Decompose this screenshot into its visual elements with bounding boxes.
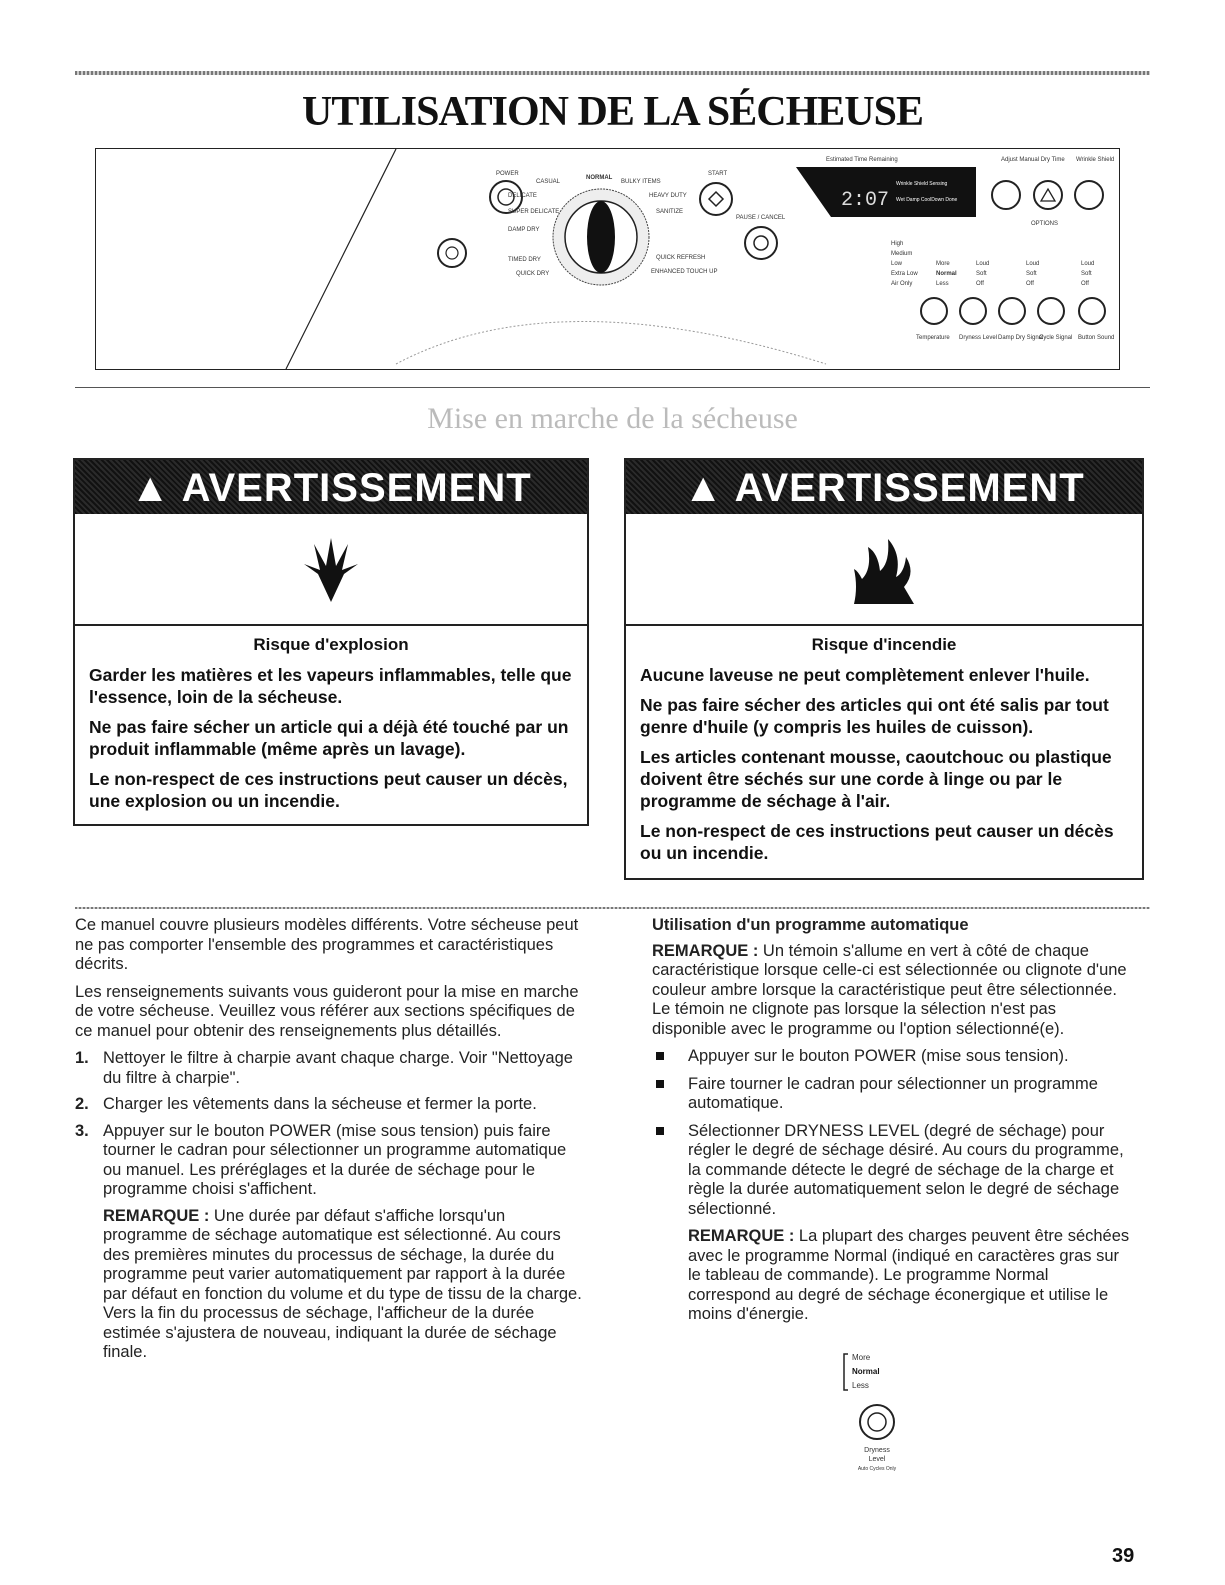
- dryness-level-1: Normal: [936, 271, 957, 277]
- warning-picture: [75, 514, 587, 626]
- options-label: OPTIONS: [1031, 221, 1059, 227]
- warning-paragraph: Le non-respect de ces instructions peut causer un décès ou un incendie.: [640, 821, 1114, 863]
- note-text: Une durée par défaut s'affiche lorsqu'un programme de séchage automatique est sélectionné. Au cours des premières minutes du processus de séchage, la durée du programme peut varier automatiquement par rapport à la durée par défaut en fonction du volume et du type de tissu de la charge. Vers la fin du processus de séchage, l'afficheur de la durée estimée s'ajustera de nouveau, indiquant la durée de séchage finale.: [103, 1206, 582, 1361]
- small-left-button[interactable]: [438, 239, 466, 267]
- warning-picture: [626, 514, 1142, 626]
- intro-paragraph: Ce manuel couvre plusieurs modèles différents. Votre sécheuse peut ne pas comporter l'ensemble des programmes et caractéristiques décrits.: [75, 916, 579, 973]
- bullet-text: Faire tourner le cadran pour sélectionner un programme automatique.: [688, 1074, 1098, 1112]
- dryness-level-drawing: [830, 1350, 930, 1490]
- adjust-time-button[interactable]: [992, 181, 1020, 209]
- step-number: 3.: [75, 1121, 89, 1140]
- list-item: [75, 1049, 585, 1088]
- bottom-button-label-3: Cycle Signal: [1039, 335, 1073, 341]
- list-item: [652, 1122, 1132, 1220]
- warning-paragraph: Ne pas faire sécher un article qui a déjà été touché par un produit inflammable (même après un lavage).: [89, 717, 569, 759]
- display-time: 2:07: [841, 189, 890, 212]
- dial-cycle-8: QUICK REFRESH: [656, 255, 706, 261]
- temp-level-0: High: [891, 241, 904, 247]
- dial-cycle-7: TIMED DRY: [508, 257, 541, 263]
- bullet-text: Appuyer sur le bouton POWER (mise sous tension).: [688, 1047, 1069, 1065]
- warning-paragraph: Aucune laveuse ne peut complètement enlever l'huile.: [640, 665, 1090, 685]
- power-label: POWER: [496, 171, 519, 177]
- hazard-title: Risque d'explosion: [253, 635, 409, 654]
- est-time-label: Estimated Time Remaining: [826, 157, 898, 163]
- step-text: Appuyer sur le bouton POWER (mise sous tension) puis faire tourner le cadran pour sélectionner un programme automatique ou manuel. Les préréglages et la durée de séchage pour le programme choisi s'affichent.: [103, 1121, 567, 1198]
- dryness-caption-1: Dryness: [864, 1447, 890, 1454]
- dial-cycle-9: QUICK DRY: [516, 271, 550, 277]
- auto-cycle-heading: Utilisation d'un programme automatique: [652, 916, 969, 934]
- wrinkle-label: Wrinkle Shield: [1076, 157, 1115, 163]
- note-paragraph: [652, 942, 1132, 1040]
- dryness-level-2: Less: [936, 281, 949, 287]
- page-title: UTILISATION DE LA SÉCHEUSE: [302, 89, 923, 135]
- dial-cycle-5: SANITIZE: [656, 209, 684, 215]
- step-number: 1.: [75, 1049, 89, 1067]
- list-item: [75, 1122, 585, 1200]
- bullet-text: Sélectionner DRYNESS LEVEL (degré de séchage) pour régler le degré de séchage désiré. Au cours du programme, la commande détecte le degré de séchage de la charge et règle la durée automatiquement selon le degré de séchage sélectionné.: [688, 1121, 1124, 1218]
- temp-level-3: Extra Low: [891, 271, 918, 277]
- cycle-level-2: Off: [1026, 281, 1034, 287]
- dryness-option-more: More: [852, 1353, 871, 1362]
- intro-paragraph: Les renseignements suivants vous guideront pour la mise en marche de votre sécheuse. Veuillez vous référer aux sections spécifiques de ce manuel pour obtenir des renseignements plus détaillés.: [75, 982, 579, 1040]
- warning-box-fire: [624, 458, 1144, 880]
- dryness-level-button[interactable]: [960, 298, 986, 324]
- button-sound-button[interactable]: [1079, 298, 1105, 324]
- damp-level-0: Loud: [976, 261, 990, 267]
- dial-cycle-10: ENHANCED TOUCH UP: [651, 269, 718, 275]
- cycle-dial[interactable]: [553, 189, 649, 285]
- warning-paragraph: Ne pas faire sécher des articles qui ont été salis par tout genre d'huile (y compris les huiles de cuisson).: [640, 695, 1109, 737]
- control-panel-illustration: [95, 148, 1120, 370]
- dial-cycle-6: DAMP DRY: [508, 227, 540, 233]
- left-column: [75, 916, 585, 1371]
- temperature-button[interactable]: [921, 298, 947, 324]
- top-rule: [75, 71, 1150, 75]
- dial-cycle-0: CASUAL: [536, 179, 561, 185]
- dial-cycle-2: DELICATE: [508, 193, 537, 199]
- right-column: [652, 916, 1132, 1333]
- warning-paragraph: Les articles contenant mousse, caoutchouc ou plastique doivent être séchés sur une corde à linge ou par le programme de séchage à l'air.: [640, 747, 1112, 811]
- control-panel-drawing: [96, 149, 1119, 369]
- warning-box-explosion: [73, 458, 589, 826]
- status-row-2: Wet Damp CoolDown Done: [896, 197, 958, 203]
- column-rule: [75, 907, 1150, 909]
- bottom-button-label-4: Button Sound: [1078, 335, 1115, 341]
- pause-label: PAUSE / CANCEL: [736, 215, 786, 221]
- note-label: REMARQUE :: [103, 1206, 210, 1225]
- step-number: 2.: [75, 1095, 89, 1113]
- warning-paragraph: Garder les matières et les vapeurs inflammables, telle que l'essence, loin de la sécheuse.: [89, 665, 572, 707]
- step-text: Charger les vêtements dans la sécheuse et fermer la porte.: [103, 1095, 537, 1113]
- warning-paragraph: Le non-respect de ces instructions peut causer un décès, une explosion ou un incendie.: [89, 769, 568, 811]
- start-label: START: [708, 171, 728, 177]
- damp-level-1: Soft: [976, 271, 987, 277]
- list-item: [652, 1047, 1132, 1067]
- note-paragraph: [652, 1227, 1132, 1325]
- dryness-caption-2: Level: [868, 1456, 886, 1463]
- start-button[interactable]: [700, 183, 732, 215]
- damp-level-2: Off: [976, 281, 984, 287]
- list-item: [652, 1075, 1132, 1114]
- dryness-option-normal: Normal: [852, 1367, 880, 1376]
- warning-header: ▲ AVERTISSEMENT: [626, 460, 1142, 514]
- steps-list: [75, 1049, 585, 1200]
- dryness-level-illustration: [830, 1350, 930, 1490]
- note-label: REMARQUE :: [688, 1227, 795, 1245]
- step-text: Nettoyer le filtre à charpie avant chaque charge. Voir "Nettoyage du filtre à charpie".: [103, 1049, 573, 1087]
- wrinkle-shield-button[interactable]: [1034, 181, 1062, 209]
- bottom-button-label-0: Temperature: [916, 335, 950, 341]
- dial-cycle-4: SUPER DELICATE: [508, 209, 560, 215]
- adjust-label: Adjust Manual Dry Time: [1001, 157, 1065, 163]
- cycle-signal-button[interactable]: [1038, 298, 1064, 324]
- hazard-title: Risque d'incendie: [811, 635, 957, 654]
- temp-level-2: Low: [891, 261, 903, 267]
- explosion-icon: [296, 534, 366, 604]
- list-item: [75, 1095, 585, 1115]
- dryness-caption-3: Auto Cycles Only: [857, 1466, 897, 1472]
- section-subtitle: Mise en marche de la sécheuse: [427, 402, 798, 435]
- warning-header: ▲ AVERTISSEMENT: [75, 460, 587, 514]
- bottom-button-label-2: Damp Dry Signal: [998, 335, 1044, 341]
- button-level-1: Soft: [1081, 271, 1092, 277]
- button-level-2: Off: [1081, 281, 1089, 287]
- cycle-level-1: Soft: [1026, 271, 1037, 277]
- status-row-1: Wrinkle Shield Sensing: [896, 181, 948, 187]
- dryness-option-less: Less: [852, 1381, 869, 1390]
- bullet-list: [652, 1047, 1132, 1219]
- note-paragraph: [75, 1207, 585, 1363]
- bottom-button-label-1: Dryness Level: [959, 335, 998, 341]
- fire-icon: [844, 529, 924, 609]
- warning-body: [626, 626, 1142, 884]
- cycle-level-0: Loud: [1026, 261, 1040, 267]
- damp-dry-signal-button[interactable]: [999, 298, 1025, 324]
- dial-cycle-1: BULKY ITEMS: [621, 179, 661, 185]
- temp-level-4: Air Only: [891, 281, 913, 287]
- section-rule: [75, 387, 1150, 388]
- dryness-level-0: More: [936, 261, 950, 267]
- note-text: La plupart des charges peuvent être séchées avec le programme Normal (indiqué en caractères gras sur le tableau de commande). Le programme Normal correspond au degré de séchage éconergique et utilise le moins d'énergie.: [688, 1227, 1130, 1323]
- pause-cancel-button[interactable]: [745, 227, 777, 259]
- dryness-level-button[interactable]: [860, 1405, 894, 1439]
- note-text: Un témoin s'allume en vert à côté de chaque caractéristique lorsque celle-ci est sélectionnée ou clignote d'une couleur ambre lorsque la caractéristique peut être sélectionnée. Le témoin ne clignote pas lorsque la sélection n'est pas disponible avec le programme ou l'option sélectionné(e).: [652, 941, 1127, 1038]
- temp-level-1: Medium: [891, 251, 913, 257]
- extra-button[interactable]: [1075, 181, 1103, 209]
- warning-body: [75, 626, 587, 832]
- page-number: 39: [1112, 1545, 1135, 1567]
- note-label: REMARQUE :: [652, 941, 759, 960]
- dial-cycle-3: HEAVY DUTY: [649, 193, 687, 199]
- dial-normal-label: NORMAL: [586, 175, 613, 181]
- button-level-0: Loud: [1081, 261, 1095, 267]
